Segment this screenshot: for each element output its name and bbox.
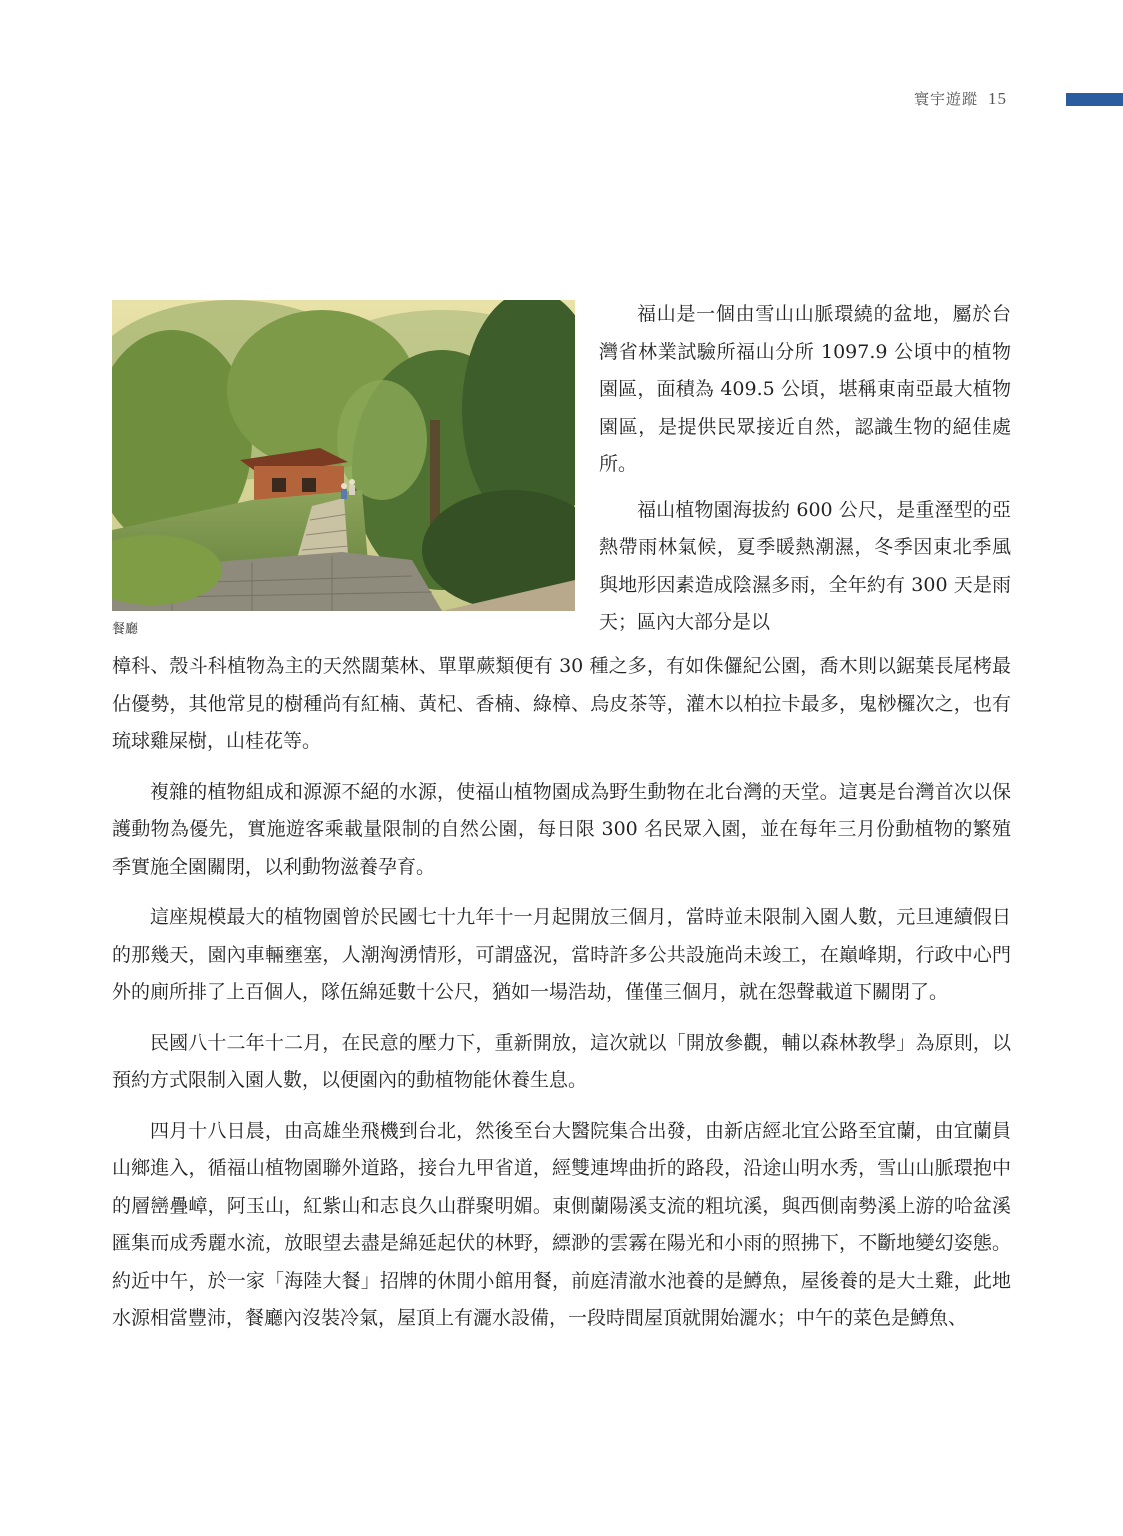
paragraph-reopening: 民國八十二年十二月，在民意的壓力下，重新開放，這次就以「開放參觀，輔以森林教學」為原則，以預約方式限制入園人數，以便園內的動植物能休養生息。: [112, 1031, 1011, 1091]
section-title: 寰宇遊蹤: [913, 90, 978, 108]
main-column-text: [112, 648, 1011, 1351]
paragraph-history: 這座規模最大的植物園曾於民國七十九年十一月起開放三個月，當時並未限制入園人數，元旦連續假日的那幾天，園內車輛壅塞，人潮洶湧情形，可謂盛況，當時許多公共設施尚未竣工，在巔峰期，行政中心門外的廁所排了上百個人，隊伍綿延數十公尺，猶如一場浩劫，僅僅三個月，就在怨聲載道下關閉了。: [112, 906, 1011, 1003]
header-accent-bar: [1066, 93, 1123, 106]
running-header: [914, 88, 1007, 109]
paragraph-climate-continued: 樟科、殼斗科植物為主的天然闊葉林、單單蕨類便有 30 種之多，有如侏儸紀公園，喬木則以鋸葉長尾栲最佔優勢，其他常見的樹種尚有紅楠、黃杞、香楠、綠樟、烏皮茶等，灌木以柏拉卡最多，鬼桫欏次之，也有琉球雞屎樹，山桂花等。: [112, 655, 1011, 752]
side-column-text: [599, 296, 1011, 650]
page-number: 15: [988, 89, 1007, 108]
paragraph-climate: 福山植物園海拔約 600 公尺，是重溼型的亞熱帶雨林氣候，夏季暖熱潮濕，冬季因東北季風與地形因素造成陰濕多雨，全年約有 300 天是雨天；區內大部分是以: [599, 498, 1011, 633]
restaurant-photo: [112, 300, 575, 611]
paragraph-intro: 福山是一個由雪山山脈環繞的盆地，屬於台灣省林業試驗所福山分所 1097.9 公頃中的植物園區，面積為 409.5 公頃，堪稱東南亞最大植物園區，是提供民眾接近自然，認識生物的絕佳處所。: [599, 303, 1011, 475]
paragraph-wildlife: 複雜的植物組成和源源不絕的水源，使福山植物園成為野生動物在北台灣的天堂。這裏是台灣首次以保護動物為優先，實施遊客乘載量限制的自然公園，每日限 300 名民眾入園，並在每年三月份動植物的繁殖季實施全園關閉，以利動物滋養孕育。: [112, 780, 1011, 878]
paragraph-journey: 四月十八日晨，由高雄坐飛機到台北，然後至台大醫院集合出發，由新店經北宜公路至宜蘭，由宜蘭員山鄉進入，循福山植物園聯外道路，接台九甲省道，經雙連埤曲折的路段，沿途山明水秀，雪山山脈環抱中的層巒疊嶂，阿玉山，紅紫山和志良久山群聚明媚。東側蘭陽溪支流的粗坑溪，與西側南勢溪上游的哈盆溪匯集而成秀麗水流，放眼望去盡是綿延起伏的林野，縹渺的雲霧在陽光和小雨的照拂下，不斷地變幻姿態。約近中午，於一家「海陸大餐」招牌的休閒小館用餐，前庭清澈水池養的是鱒魚，屋後養的是大土雞，此地水源相當豐沛，餐廳內沒裝冷氣，屋頂上有灑水設備，一段時間屋頂就開始灑水；中午的菜色是鱒魚、: [112, 1119, 1011, 1329]
photo-caption: 餐廳: [112, 622, 139, 637]
